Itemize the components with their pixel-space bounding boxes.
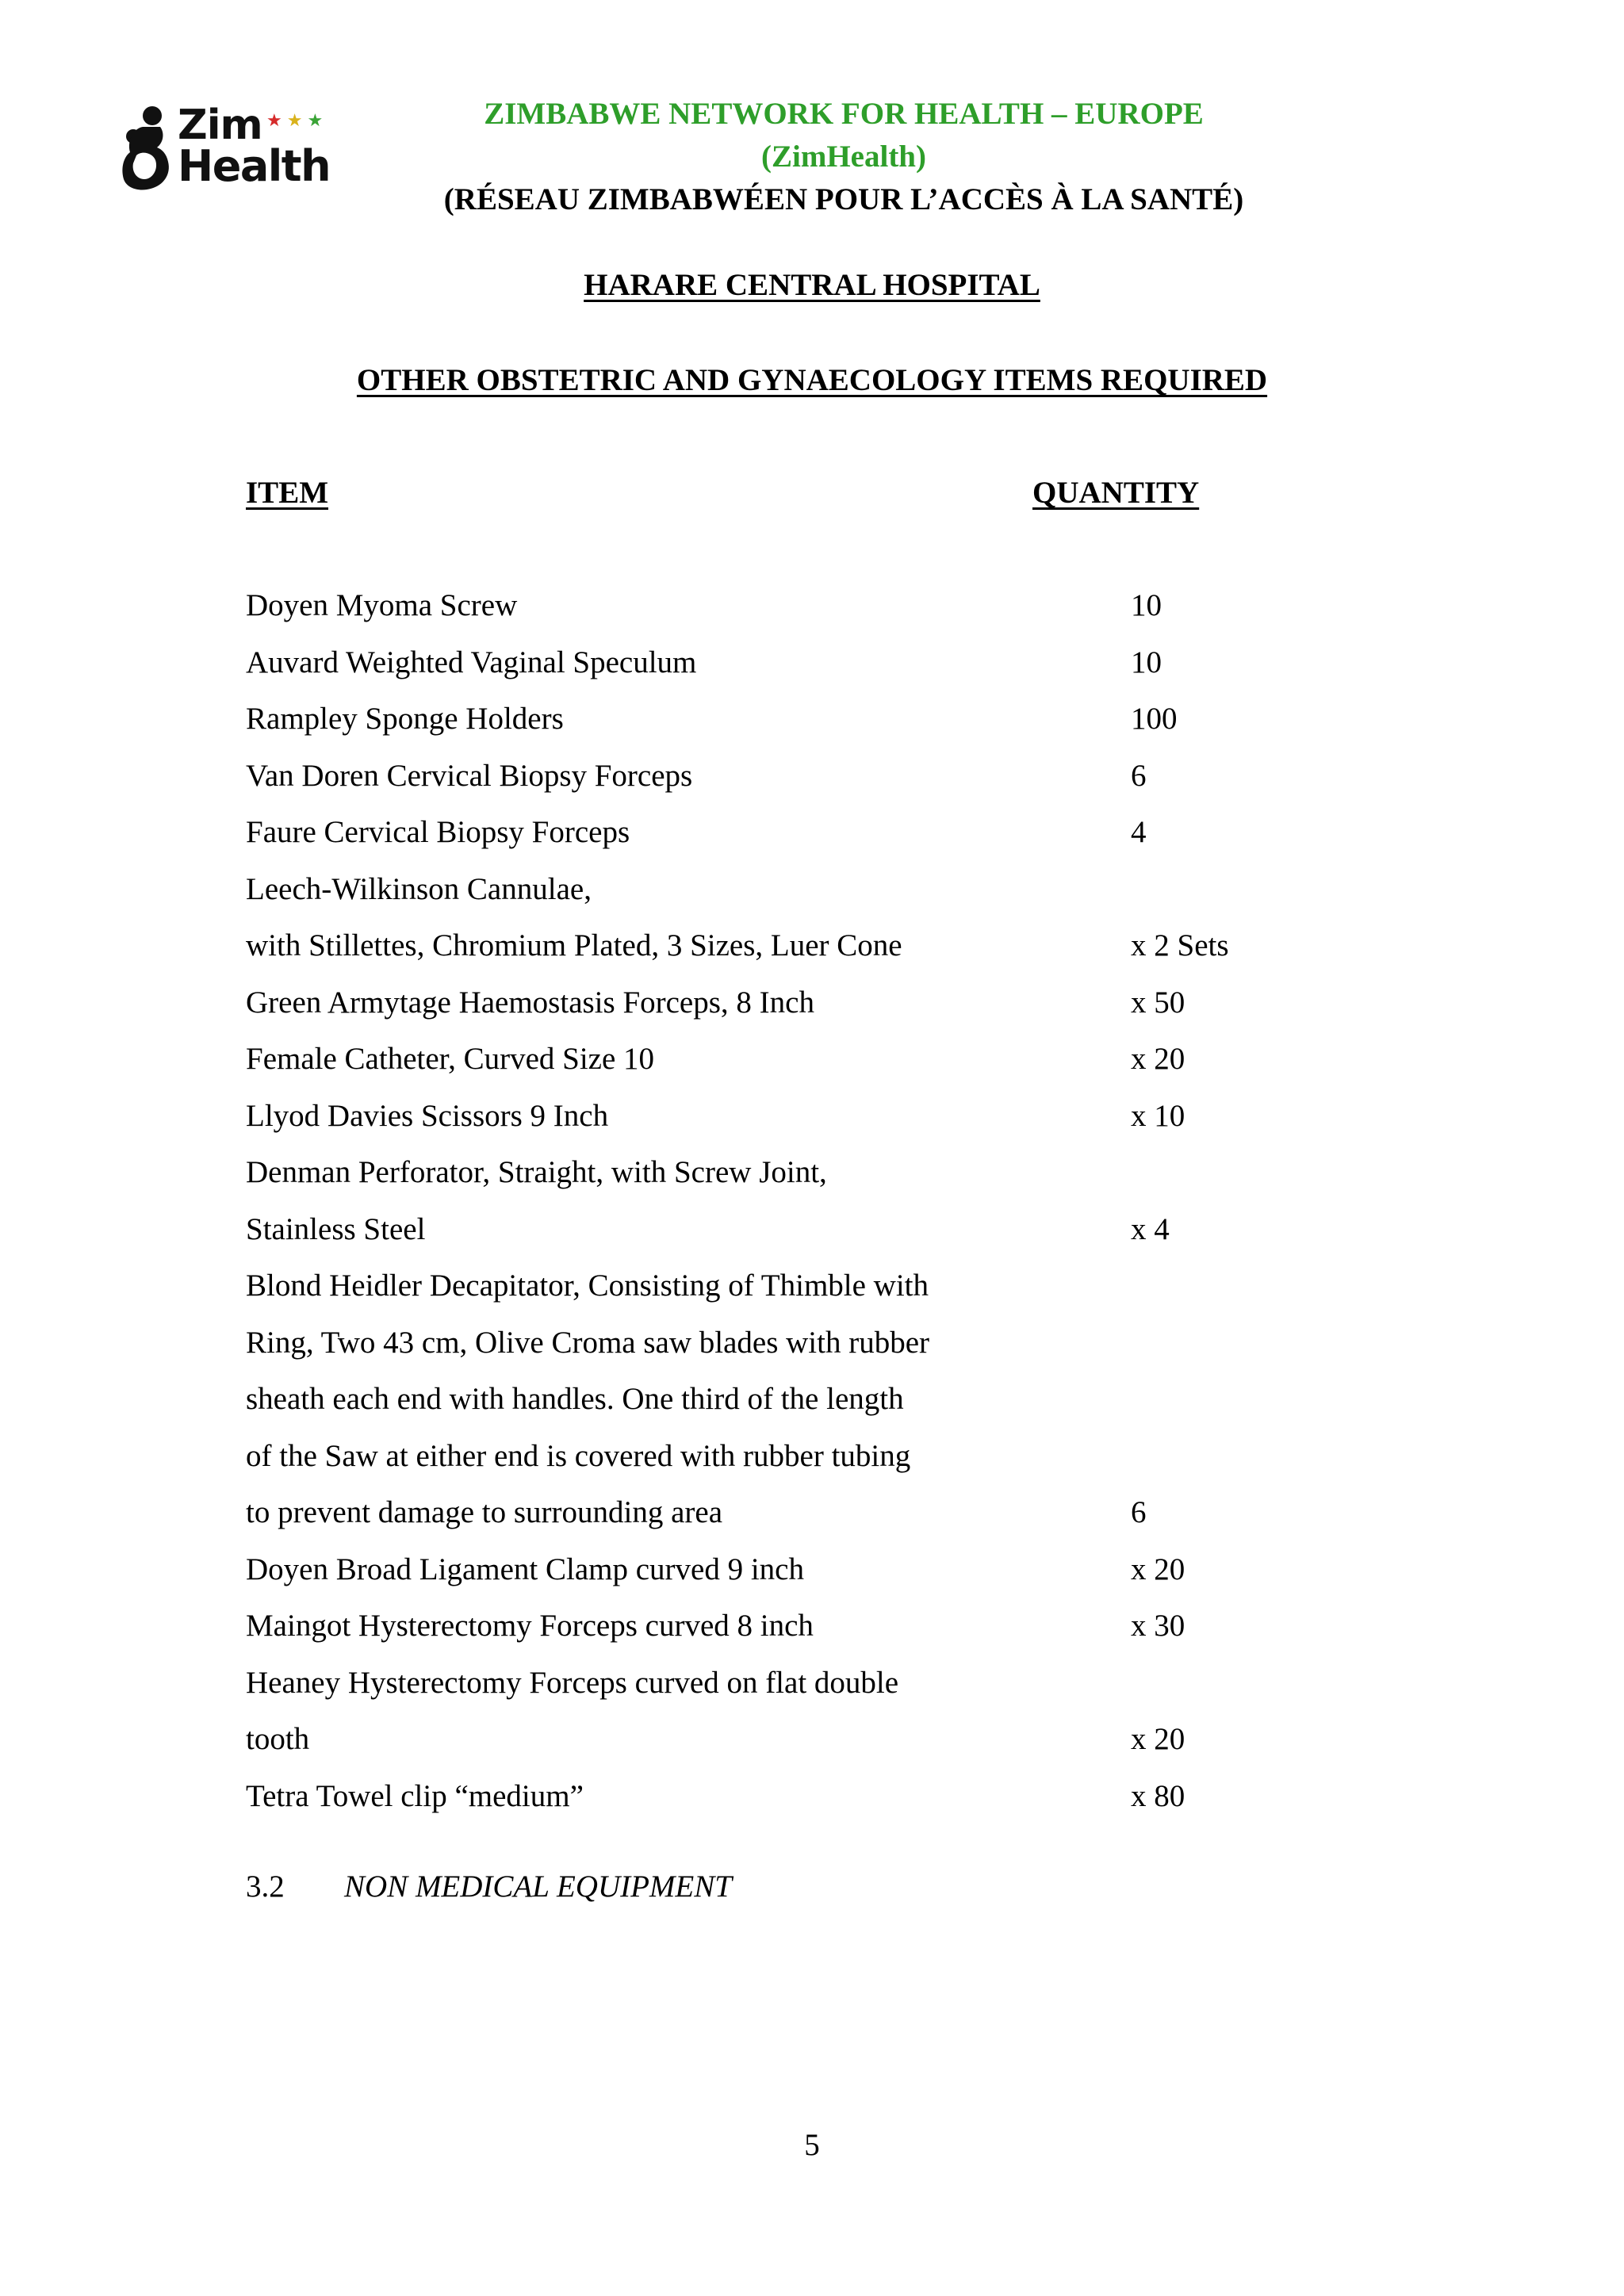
list-item [246,1551,1435,1608]
red-star-icon: ★ [266,111,287,131]
item-name: sheath each end with handles. One third of the length [246,1382,904,1416]
quantity-column-header: QUANTITY [1032,476,1200,510]
item-name: Maingot Hysterectomy Forceps curved 8 inch [246,1609,814,1643]
list-item [246,1437,1435,1494]
page-number: 5 [804,2128,820,2162]
item-name: Rampley Sponge Holders [246,702,564,736]
list-item [246,1777,1435,1835]
org-name-french: (RÉSEAU ZIMBABWÉEN POUR L’ACCÈS À LA SANTÉ) [443,182,1244,216]
item-name: Llyod Davies Scissors 9 Inch [246,1098,609,1133]
item-name: Denman Perforator, Straight, with Screw Joint, [246,1155,827,1189]
list-item [246,1607,1435,1664]
list-item [246,1040,1435,1097]
item-name: Stainless Steel [246,1211,426,1246]
item-quantity: 100 [1131,702,1178,736]
list-title: OTHER OBSTETRIC AND GYNAECOLOGY ITEMS REQUIRED [356,363,1268,397]
item-quantity: x 4 [1131,1211,1170,1246]
list-item [246,587,1435,644]
list-item [246,1380,1435,1437]
item-quantity: x 20 [1131,1552,1185,1586]
item-quantity: x 10 [1131,1098,1185,1133]
list-item [246,1494,1435,1551]
item-name: of the Saw at either end is covered with rubber tubing [246,1438,911,1473]
section-number: 3.2 [246,1869,285,1904]
list-item [246,1720,1435,1777]
item-quantity: x 20 [1131,1042,1185,1076]
item-quantity: 10 [1131,645,1162,679]
item-name: Green Armytage Haemostasis Forceps, 8 Inch [246,985,814,1020]
list-item [246,1211,1435,1268]
item-name: Van Doren Cervical Biopsy Forceps [246,758,693,793]
item-quantity: x 2 Sets [1131,928,1229,962]
hospital-title: HARARE CENTRAL HOSPITAL [584,268,1040,302]
item-name: Doyen Broad Ligament Clamp curved 9 inch [246,1552,804,1586]
item-name: Leech-Wilkinson Cannulae, [246,871,592,906]
item-column-header: ITEM [246,476,329,510]
item-quantity: x 80 [1131,1778,1185,1813]
item-quantity: 6 [1131,758,1147,793]
org-name: ZIMBABWE NETWORK FOR HEALTH – EUROPE [484,97,1204,131]
list-item [246,700,1435,757]
section-heading [246,1868,732,1906]
list-item [246,1097,1435,1154]
item-name: Tetra Towel clip “medium” [246,1778,584,1813]
org-abbrev: (ZimHealth) [761,140,926,174]
list-item [246,1267,1435,1324]
item-quantity: x 50 [1131,985,1185,1020]
section-label: NON MEDICAL EQUIPMENT [344,1869,732,1904]
green-star-icon: ★ [307,111,328,131]
list-item [246,813,1435,871]
list-item [246,1324,1435,1381]
yellow-star-icon: ★ [286,111,308,131]
item-name: Auvard Weighted Vaginal Speculum [246,645,697,679]
list-item [246,871,1435,928]
list-item [246,757,1435,814]
item-name: Doyen Myoma Screw [246,588,518,622]
list-item [246,927,1435,984]
logo-text-zim: Zim [178,101,262,149]
item-quantity: 6 [1131,1495,1147,1529]
list-item [246,1154,1435,1211]
item-name: tooth [246,1722,310,1756]
item-name: Female Catheter, Curved Size 10 [246,1042,655,1076]
list-item [246,984,1435,1041]
item-quantity: x 30 [1131,1609,1185,1643]
item-quantity: 10 [1131,588,1162,622]
item-name: Ring, Two 43 cm, Olive Croma saw blades with rubber [246,1325,929,1360]
item-quantity: 4 [1131,815,1147,849]
items-list [246,587,1435,1834]
item-name: Faure Cervical Biopsy Forceps [246,815,630,849]
item-name: with Stillettes, Chromium Plated, 3 Sizes, Luer Cone [246,928,902,962]
list-item [246,644,1435,701]
item-name: to prevent damage to surrounding area [246,1495,723,1529]
item-name: Heaney Hysterectomy Forceps curved on flat double [246,1665,899,1700]
list-item [246,1664,1435,1721]
item-quantity: x 20 [1131,1722,1185,1756]
item-name: Blond Heidler Decapitator, Consisting of Thimble with [246,1269,929,1303]
logo-text-health: Health [178,141,331,191]
